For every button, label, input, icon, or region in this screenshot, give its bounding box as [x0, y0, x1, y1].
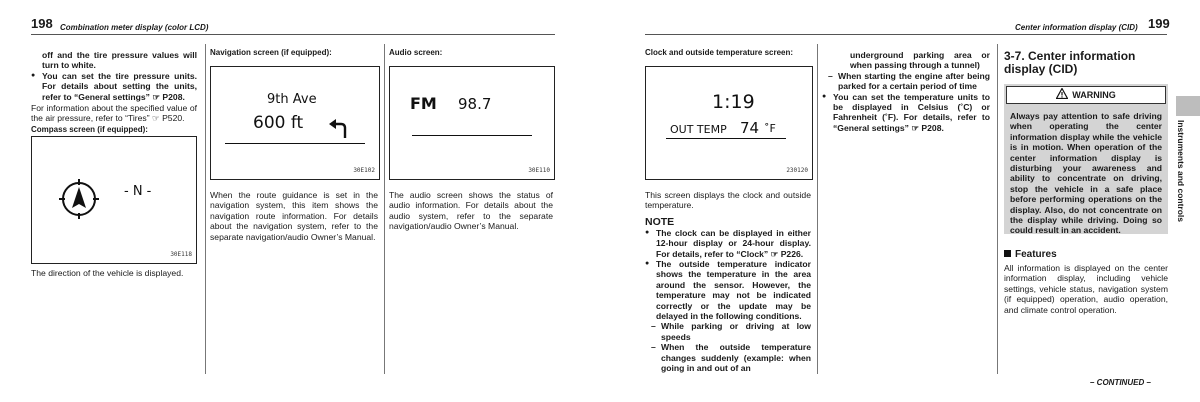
continued-line: off and the tire pressure values will turn to white.	[42, 50, 197, 71]
compass-caption: Compass screen (if equipped):	[31, 124, 148, 134]
navigation-screen	[210, 66, 380, 180]
right-column-divider-2	[997, 44, 998, 374]
air-pressure-paragraph: For information about the specified value of the air pressure, refer to “Tires” ☞ P520.	[31, 103, 197, 124]
compass-figure-code: 30E118	[170, 250, 192, 258]
section-heading: 3-7. Center information display (CID)	[1004, 49, 1136, 76]
note-dash-engine-start: – When starting the engine after being parked for a certain period of time	[826, 71, 990, 92]
left-header-rule	[31, 34, 555, 35]
audio-description: The audio screen shows the status of audio information. For details about the audio system, refer to the separate navigation/audio Owner’s Manual.	[389, 190, 553, 232]
audio-band: FM	[410, 94, 437, 113]
out-temp-label: OUT TEMP	[670, 123, 727, 136]
warning-label: WARNING	[1072, 90, 1116, 100]
left-col1	[31, 50, 197, 135]
navigation-figure-code: 30E102	[353, 166, 375, 174]
warning-box	[1004, 84, 1168, 234]
chapter-side-tab	[1176, 96, 1200, 116]
note-dash-continued: underground parking area or when passing through a tunnel)	[850, 50, 990, 71]
navigation-description: When the route guidance is set in the navigation system, this item shows the navigation route information. For details about the navigation system, refer to the separate navigation/audio Owner’s Manual.	[210, 190, 378, 242]
clock-figure-code: 230120	[786, 166, 808, 174]
right-col2-text	[822, 50, 990, 133]
features-square-icon	[1004, 250, 1011, 257]
out-temp-value: 74	[740, 119, 760, 137]
audio-divider-line	[412, 135, 532, 136]
clock-temperature-screen	[645, 66, 813, 180]
out-temp-unit: ˚F	[764, 122, 776, 135]
left-page-number: 198	[31, 16, 53, 31]
nav-divider-line	[225, 143, 365, 144]
clock-divider-line	[666, 138, 786, 139]
note-dash-low-speed: – While parking or driving at low speeds	[649, 321, 811, 342]
turn-left-arrow-icon	[328, 119, 350, 139]
clock-caption: Clock and outside temperature screen:	[645, 48, 794, 57]
chapter-side-label: Instruments and controls	[1176, 120, 1186, 223]
note-heading: NOTE	[645, 215, 675, 228]
audio-caption: Audio screen:	[389, 48, 443, 57]
compass-description: The direction of the vehicle is displayed.	[31, 268, 184, 278]
warning-triangle-icon	[1056, 88, 1068, 104]
right-col1-text	[645, 190, 811, 374]
left-column-divider-1	[205, 44, 206, 374]
continued-marker: – CONTINUED –	[1090, 378, 1151, 387]
nav-distance: 600 ft	[253, 113, 304, 133]
compass-screen	[31, 136, 197, 264]
note-clock-bullet: ● The clock can be displayed in either 12-hour display or 24-hour display. For details, refer to “Clock” ☞ P226.	[645, 228, 811, 259]
right-running-title: Center information display (CID)	[1015, 23, 1138, 32]
compass-icon	[57, 177, 101, 221]
right-header-rule	[645, 34, 1167, 35]
warning-text: Always pay attention to safe driving when operating the center information display while the vehicle is in motion. When operation of the center information display is disturbing your awareness and ability to concentrate on driving, stop the vehicle in a safe place before performing operations on the display. Also, do not concentrate on the display while driving. Doing so could result in an accident.	[1010, 111, 1162, 236]
compass-heading: - N -	[124, 184, 152, 199]
clock-time: 1:19	[712, 91, 755, 113]
features-section	[1004, 249, 1168, 315]
clock-description: This screen displays the clock and outside temperature.	[645, 190, 811, 211]
chapter-side-label-wrap	[1172, 120, 1200, 300]
note-temperature-bullet: ● The outside temperature indicator shows the temperature in the area around the sensor. However, the temperature may not be indicated correctly or the update may be delayed in the following conditions.	[645, 259, 811, 321]
nav-street: 9th Ave	[267, 92, 317, 107]
right-page-number: 199	[1148, 16, 1170, 31]
left-running-title: Combination meter display (color LCD)	[60, 23, 209, 32]
audio-figure-code: 30E110	[528, 166, 550, 174]
tire-units-bullet: ● You can set the tire pressure units. For details about setting the units, refer to “General settings” ☞ P208.	[31, 71, 197, 102]
temperature-units-bullet: ● You can set the temperature units to be displayed in Celsius (˚C) or Fahrenheit (˚F). For details, refer to “General settings” ☞ P208.	[822, 92, 990, 134]
audio-frequency: 98.7	[458, 95, 492, 113]
note-dash-temp-change: – When the outside temperature changes suddenly (example: when going in and out of an	[649, 342, 811, 373]
features-text: All information is displayed on the center information display, including vehicle settings, vehicle status, navigation system (if equipped) operation, audio operation, and climate control operation.	[1004, 263, 1168, 315]
audio-screen	[389, 66, 555, 180]
features-heading: Features	[1015, 249, 1057, 260]
warning-header	[1006, 86, 1166, 104]
left-column-divider-2	[384, 44, 385, 374]
navigation-caption: Navigation screen (if equipped):	[210, 48, 332, 57]
right-column-divider-1	[817, 44, 818, 374]
